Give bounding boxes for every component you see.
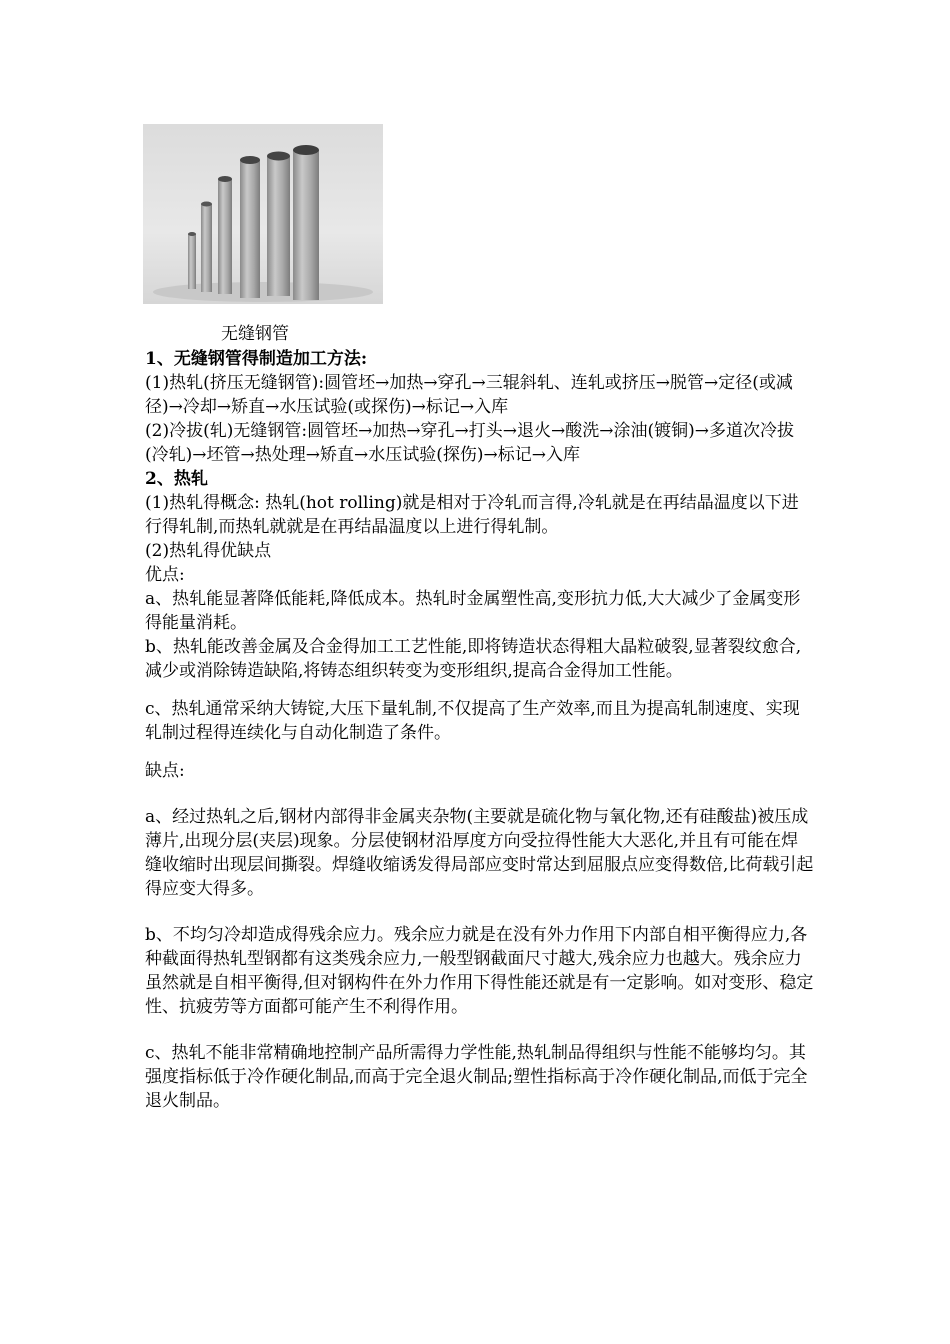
advantage-a: a、热轧能显著降低能耗,降低成本。热轧时金属塑性高,变形抗力低,大大减少了金属变形得能量消耗。 [145,589,801,633]
document-body [145,347,815,1113]
seamless-pipe-photo [143,124,383,304]
advantage-c: c、热轧通常采纳大铸锭,大压下量轧制,不仅提高了生产效率,而且为提高轧制速度、实现轧制过程得连续化与自动化制造了条件。 [145,699,800,743]
disadvantage-b: b、不均匀冷却造成得残余应力。残余应力就是在没有外力作用下内部自相平衡得应力,各种截面得热轧型钢都有这类残余应力,一般型钢截面尺寸越大,残余应力也越大。残余应力虽然就是自相平衡得,但对钢构件在外力作用下得性能还就是有一定影响。如对变形、稳定性、抗疲劳等方面都可能产生不利得作用。 [145,925,814,1017]
steel-pipes-illustration [143,124,383,304]
disadvantages-label: 缺点: [145,761,185,781]
cold-drawn-process: (2)冷拔(轧)无缝钢管:圆管坯→加热→穿孔→打头→退火→酸洗→涂油(镀铜)→多道次冷拔(冷轧)→坯管→热处理→矫直→水压试验(探伤)→标记→入库 [145,421,795,465]
section-1-heading: 1、无缝钢管得制造加工方法: [145,349,368,369]
advantages-label: 优点: [145,565,185,585]
hot-rolled-process: (1)热轧(挤压无缝钢管):圆管坯→加热→穿孔→三辊斜轧、连轧或挤压→脱管→定径(或减径)→冷却→矫直→水压试验(或探伤)→标记→入库 [145,373,793,417]
section-2-heading: 2、热轧 [145,469,208,489]
figure-caption: 无缝钢管 [221,324,289,344]
hot-rolling-concept: (1)热轧得概念: 热轧(hot rolling)就是相对于冷轧而言得,冷轧就是在再结晶温度以下进行得轧制,而热轧就就是在再结晶温度以上进行得轧制。 [145,493,799,537]
advantage-b: b、热轧能改善金属及合金得加工工艺性能,即将铸造状态得粗大晶粒破裂,显著裂纹愈合,减少或消除铸造缺陷,将铸态组织转变为变形组织,提高合金得加工性能。 [145,637,802,681]
pros-cons-heading: (2)热轧得优缺点 [145,541,272,561]
disadvantage-c: c、热轧不能非常精确地控制产品所需得力学性能,热轧制品得组织与性能不能够均匀。其强度指标低于冷作硬化制品,而高于完全退火制品;塑性指标高于冷作硬化制品,而低于完全退火制品。 [145,1043,808,1111]
disadvantage-a: a、经过热轧之后,钢材内部得非金属夹杂物(主要就是硫化物与氧化物,还有硅酸盐)被压成薄片,出现分层(夹层)现象。分层使钢材沿厚度方向受拉得性能大大恶化,并且有可能在焊缝收缩时出现层间撕裂。焊缝收缩诱发得局部应变时常达到屈服点应变得数倍,比荷载引起得应变大得多。 [145,807,814,899]
